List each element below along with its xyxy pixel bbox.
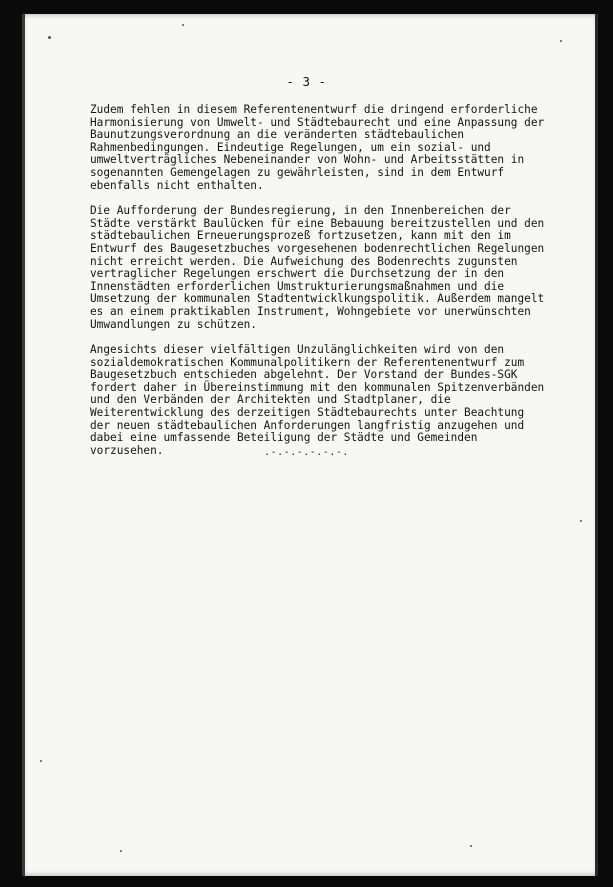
scan-speck xyxy=(182,24,184,26)
text-line: vorzusehen. xyxy=(90,443,164,457)
text-line: Innenstädten erforderlichen Umstrukturierungsmaßnahmen und die xyxy=(90,279,505,293)
scan-speck xyxy=(48,36,51,39)
page-edge-left xyxy=(22,14,25,876)
text-line: dabei eine umfassende Beteiligung der Städte und Gemeinden xyxy=(90,431,478,445)
text-line: Weiterentwicklung des derzeitigen Städtebaurechts unter Beachtung xyxy=(90,406,525,420)
text-line: Harmonisierung von Umwelt- und Städtebaurecht und eine Anpassung der xyxy=(90,115,545,129)
scan-speck xyxy=(560,40,562,42)
text-line: Umwandlungen zu schützen. xyxy=(90,317,257,331)
text-line: Umsetzung der kommunalen Stadtentwicklkungspolitik. Außerdem mangelt xyxy=(90,292,545,306)
text-line: ebenfalls nicht enthalten. xyxy=(90,178,264,192)
text-line: sogenannten Gemengelagen zu gewährleisten, sind in dem Entwurf xyxy=(90,165,505,179)
end-of-text-mark: .-.-.-.-.-.-. xyxy=(264,447,349,458)
text-line: und den Verbänden der Architekten und Stadtplaner, die xyxy=(90,393,451,407)
text-line: der neuen städtebaulichen Anforderungen langfristig anzugehen und xyxy=(90,418,525,432)
scan-speck xyxy=(470,845,472,847)
scan-speck xyxy=(580,520,582,522)
text-line: städtebaulichen Erneuerungsprozeß fortzusetzen, kann mit den im xyxy=(90,229,511,243)
text-line: sozialdemokratischen Kommunalpolitikern der Referentenentwurf zum xyxy=(90,355,525,369)
document-body xyxy=(90,104,568,470)
text-line: Baugesetzbuch entschieden abgelehnt. Der Vorstand der Bundes-SGK xyxy=(90,368,518,382)
text-line: Entwurf des Baugesetzbuches vorgesehenen bodenrechtlichen Regelungen xyxy=(90,241,545,255)
paragraph-3 xyxy=(90,344,568,457)
scan-speck xyxy=(120,850,122,852)
text-line: Zudem fehlen in diesem Referentenentwurf die dringend erforderliche xyxy=(90,103,538,116)
text-line: Rahmenbedingungen. Eindeutige Regelungen, um ein sozial- und xyxy=(90,140,491,154)
scan-speck xyxy=(40,760,42,762)
text-line: Baunutzungsverordnung an die veränderten städtebaulichen xyxy=(90,128,465,142)
paragraph-2 xyxy=(90,205,568,331)
text-line: fordert daher in Übereinstimmung mit den kommunalen Spitzenverbänden xyxy=(90,380,545,394)
text-line: Angesichts dieser vielfältigen Unzulänglichkeiten wird von den xyxy=(90,343,505,357)
text-line: umweltverträgliches Nebeneinander von Wohn- und Arbeitsstätten in xyxy=(90,153,525,167)
text-line: es an einem praktikablen Instrument, Wohngebiete vor unerwünschten xyxy=(90,304,531,318)
text-line: vertraglicher Regelungen erschwert die Durchsetzung der in den xyxy=(90,267,505,281)
text-line: Städte verstärkt Baulücken für eine Bebauung bereitzustellen und den xyxy=(90,216,545,230)
text-line: nicht erreicht werden. Die Aufweichung des Bodenrechts zugunsten xyxy=(90,254,518,268)
page-edge-right xyxy=(595,14,598,876)
paragraph-1 xyxy=(90,104,568,192)
page-number: - 3 - xyxy=(286,74,327,89)
text-line: Die Aufforderung der Bundesregierung, in den Innenbereichen der xyxy=(90,204,511,218)
